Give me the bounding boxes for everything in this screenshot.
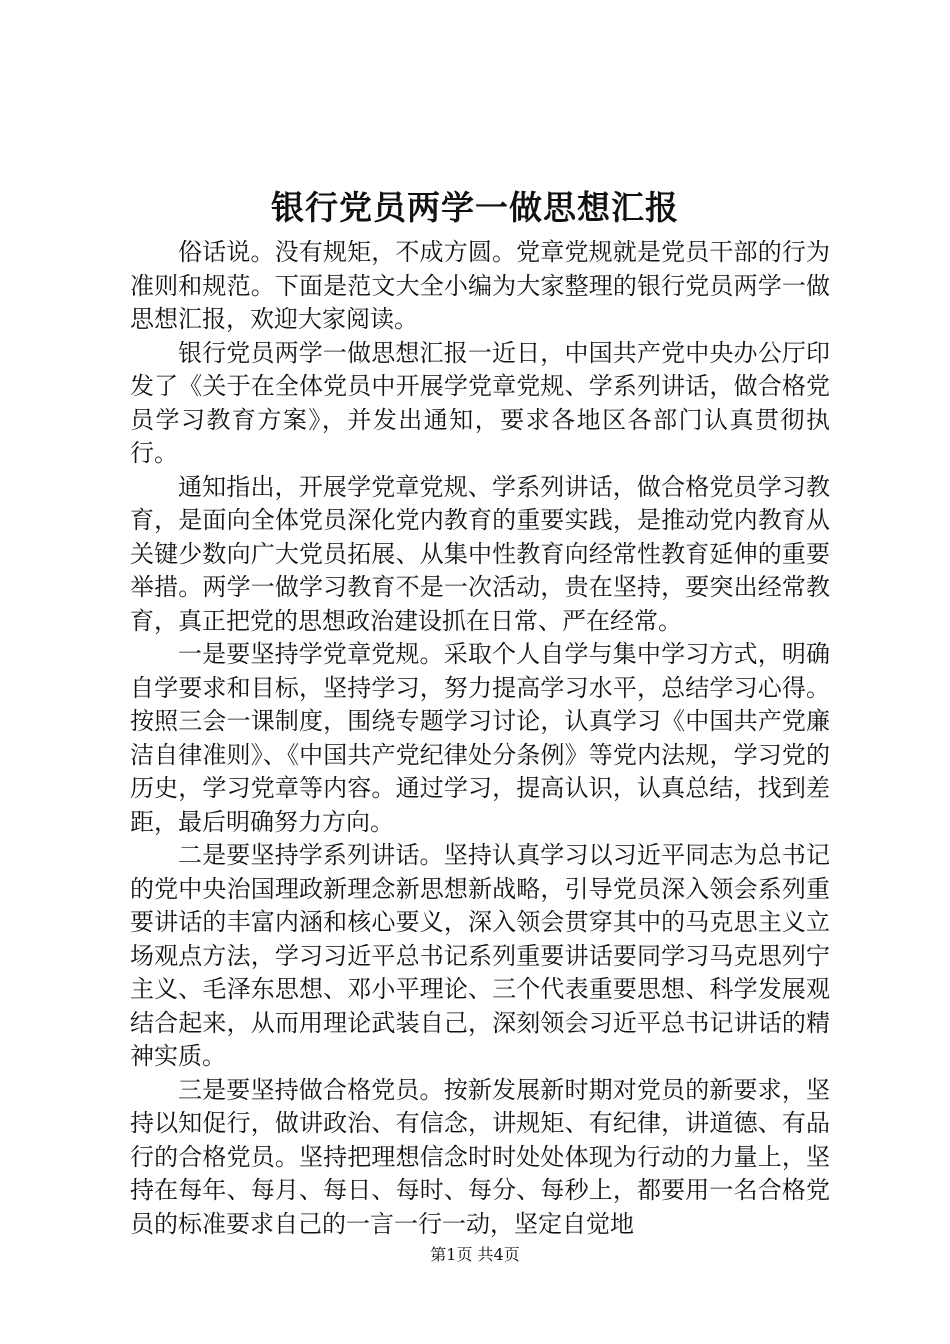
paragraph: 俗话说。没有规矩，不成方圆。党章党规就是党员干部的行为准则和规范。下面是范文大全小编为大家整理的银行党员两学一做思想汇报，欢迎大家阅读。	[130, 238, 830, 333]
paragraph: 三是要坚持做合格党员。按新发展新时期对党员的新要求，坚持以知促行，做讲政治、有信念，讲规矩、有纪律，讲道德、有品行的合格党员。坚持把理想信念时时处处体现为行动的力量上，坚持在每年、每月、每日、每时、每分、每秒上，都要用一名合格党员的标准要求自己的一言一行一动，坚定自觉地	[130, 1075, 830, 1238]
paragraph: 二是要坚持学系列讲话。坚持认真学习以习近平同志为总书记的党中央治国理政新理念新思想新战略，引导党员深入领会系列重要讲话的丰富内涵和核心要义，深入领会贯穿其中的马克思主义立场观点方法，学习习近平总书记系列重要讲话要同学习马克思列宁主义、毛泽东思想、邓小平理论、三个代表重要思想、科学发展观结合起来，从而用理论武装自己，深刻领会习近平总书记讲话的精神实质。	[130, 841, 830, 1070]
page-indicator: 第1页 共4页	[430, 1245, 520, 1264]
paragraph: 一是要坚持学党章党规。采取个人自学与集中学习方式，明确自学要求和目标，坚持学习，努力提高学习水平，总结学习心得。按照三会一课制度，围绕专题学习讨论，认真学习《中国共产党廉洁自律准则》、《中国共产党纪律处分条例》等党内法规，学习党的历史，学习党章等内容。通过学习，提高认识，认真总结，找到差距，最后明确努力方向。	[130, 640, 830, 836]
paragraph: 通知指出，开展学党章党规、学系列讲话，做合格党员学习教育，是面向全体党员深化党内教育的重要实践，是推动党内教育从关键少数向广大党员拓展、从集中性教育向经常性教育延伸的重要举措。两学一做学习教育不是一次活动，贵在坚持，要突出经常教育，真正把党的思想政治建设抓在日常、严在经常。	[130, 472, 830, 635]
document-title: 银行党员两学一做思想汇报	[271, 188, 679, 227]
paragraph: 银行党员两学一做思想汇报一近日，中国共产党中央办公厅印发了《关于在全体党员中开展学党章党规、学系列讲话，做合格党员学习教育方案》，并发出通知，要求各地区各部门认真贯彻执行。	[130, 338, 830, 467]
document-body	[130, 236, 830, 1241]
